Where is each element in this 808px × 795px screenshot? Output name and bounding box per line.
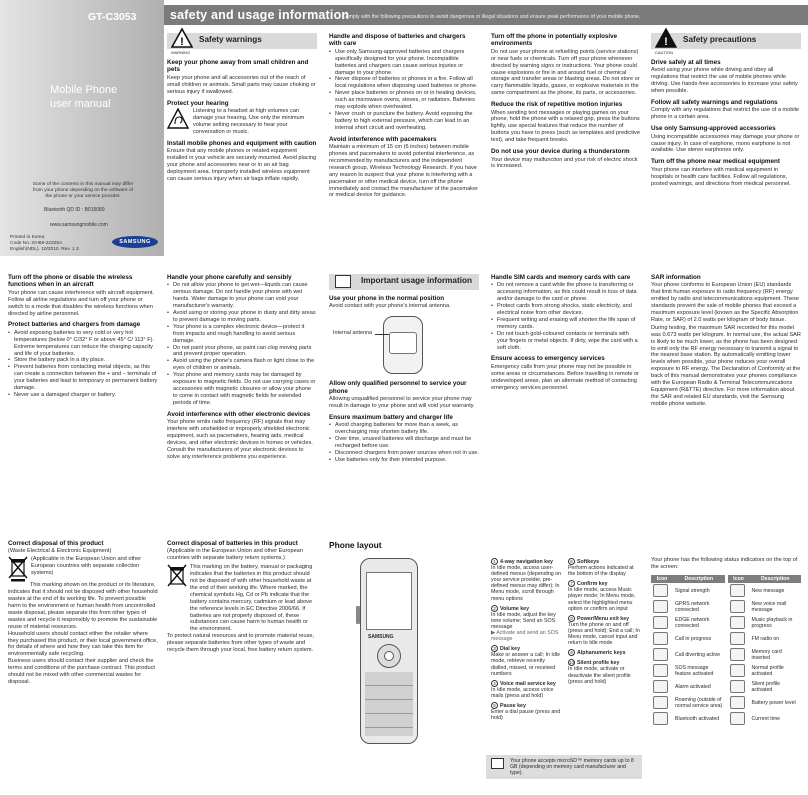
indicator-icon bbox=[730, 616, 745, 629]
key-number: 4 bbox=[491, 680, 498, 687]
status-row bbox=[651, 615, 725, 631]
status-desc: Bluetooth activated bbox=[675, 715, 720, 722]
status-row bbox=[651, 631, 725, 647]
list-item: • Your phone is a complex electronic device—protect it from impacts and rough handling to avoid serious damage. bbox=[167, 324, 317, 345]
c3-heading-2: Reduce the risk of repetitive motion injuries bbox=[491, 101, 623, 109]
r3-column-2 bbox=[167, 540, 317, 654]
status-icon bbox=[651, 631, 673, 647]
status-desc: Memory card inserted bbox=[751, 648, 782, 661]
r3c2-subtitle: (Applicable in the European Union and other European countries with separate battery return systems.) bbox=[167, 548, 303, 562]
cover-intro-1: Some of the contents in this manual may differ bbox=[32, 182, 134, 187]
status-row bbox=[651, 663, 725, 679]
caution-label: CAUTION bbox=[655, 50, 673, 55]
key-desc-10 bbox=[568, 659, 642, 684]
key-number: 9 bbox=[568, 649, 575, 656]
key-title: Pause key bbox=[500, 702, 526, 709]
key-title: 4-way navigation key bbox=[500, 559, 553, 565]
c4-text-3: Using incompatible accessories may damage your phone or cause injury. In case of earphone, mono earphone is not available. Use stereo earphones only. bbox=[651, 133, 800, 154]
key-desc-1 bbox=[491, 558, 563, 602]
r2c1-text-1: Your phone can cause interference with aircraft equipment. Follow all airline regulations and turn off your phone or switch to a mode that disables the wireless functions when directed by airline personnel. bbox=[8, 289, 154, 317]
list-item: • Avoid using the phone's camera flash or light close to the eyes of children or animals. bbox=[167, 358, 317, 372]
list-item: • Never place batteries or phones on or in heating devices, such as microwave ovens, stoves, or radiators. Batteries may explode when overheated. bbox=[329, 90, 479, 111]
status-desc: Music playback in progress bbox=[751, 616, 793, 629]
r2c2-list bbox=[167, 282, 317, 406]
antenna-diagram bbox=[329, 310, 479, 376]
r2c3-list bbox=[329, 422, 479, 463]
key-title: Voice mail service key bbox=[500, 680, 556, 687]
status-desc: Call in progress bbox=[675, 635, 712, 642]
r2c3-text-1: Avoid contact with your phone's internal antenna. bbox=[329, 303, 451, 310]
status-icon bbox=[728, 679, 750, 695]
indicator-icon bbox=[653, 680, 668, 693]
wheelie-bin-icon bbox=[8, 556, 28, 582]
cover-intro bbox=[8, 182, 158, 200]
list-item: • Never crush or puncture the battery. Avoid exposing the battery to high external pressure, which can lead to an internal short circuit and overheating. bbox=[329, 111, 479, 132]
indicator-icon bbox=[653, 600, 668, 613]
r2c2-heading-2: Avoid interference with other electronic devices bbox=[167, 410, 311, 418]
r2c2-text-2: Your phone emits radio frequency (RF) signals that may interfere with unshielded or improperly shielded electronic equipment, such as pacemakers, hearing aids, medical devices, and other electronic devices in homes or vehicles. Consult the manufacturers of your electronic devices to solve any interference problems you experience. bbox=[167, 419, 313, 460]
key-number: 7 bbox=[568, 580, 575, 587]
list-item: • Avoid charging batteries for more than a week, as overcharging may shorten battery life. bbox=[329, 422, 479, 436]
antenna-area bbox=[389, 332, 417, 354]
cover-model: GT-C3053 bbox=[88, 11, 137, 23]
status-icon bbox=[651, 711, 673, 727]
cover-print-2: Code No.:GH68-22326A bbox=[10, 240, 63, 246]
warnings-column bbox=[167, 33, 317, 183]
list-item: • Store the battery pack in a dry place. bbox=[8, 357, 158, 364]
r2-column-4 bbox=[491, 274, 641, 392]
cover-print bbox=[10, 235, 79, 252]
r2c3-heading-3: Ensure maximum battery and charger life bbox=[329, 413, 453, 421]
c3-heading-1: Turn off the phone in potentially explosive environments bbox=[491, 33, 618, 48]
r3c1-subtitle: (Waste Electrical & Electronic Equipment) bbox=[8, 548, 112, 555]
list-item: • Use only Samsung-approved batteries and chargers specifically designed for your phone. Incompatible batteries and chargers can cause serious injuries or damage to your phone. bbox=[329, 49, 479, 77]
status-row bbox=[728, 679, 802, 695]
status-table-right bbox=[728, 575, 802, 727]
c2-text-2: Maintain a minimum of 15 cm (6 inches) between mobile phones and pacemakers to avoid potential interference, as recommended by manufacturers and the independent research group, Wireless Technology Research. If you have any reason to suspect that your phone is interfering with a pacemaker or other medical device, turn off the phone immediately and contact the manufacturer of the pacemaker or medical device for guidance. bbox=[329, 144, 478, 199]
status-desc: SOS message feature activated bbox=[675, 664, 714, 677]
important-usage-title: Important usage information bbox=[361, 276, 472, 285]
status-icon bbox=[651, 647, 673, 663]
r3c1-heading: Correct disposal of this product bbox=[8, 540, 104, 547]
key-title: Confirm key bbox=[577, 581, 608, 588]
status-desc: Battery power level bbox=[751, 699, 796, 706]
confirm-key bbox=[384, 651, 394, 661]
key-number: 8 bbox=[568, 615, 575, 622]
banner-subtitle: Comply with the following precautions to avoid dangerous or illegal situations and ensure peak performance of your mobile phone. bbox=[342, 14, 641, 20]
caution-icon bbox=[655, 27, 677, 49]
status-row bbox=[651, 599, 725, 615]
cover-bt-id: Bluetooth QD ID : B015089 bbox=[44, 207, 105, 213]
status-icon bbox=[728, 647, 750, 663]
status-row bbox=[651, 711, 725, 727]
status-left-body bbox=[651, 583, 725, 727]
r3c2-text-2: To protect natural resources and to promote material reuse, please separate batteries from other types of waste and recycle them through your local, free battery return system. bbox=[167, 633, 315, 654]
indicator-icon bbox=[653, 632, 668, 645]
r2c4-heading-1: Handle SIM cards and memory cards with care bbox=[491, 274, 631, 281]
c3-text-1: Do not use your phone at refuelling points (service stations) or near fuels or chemicals. Turn off your phone whenever directed by warning signs or instructions. Your phone could cause explosions or fire in and around fuel or chemical storage and transfer areas or blasting areas. Do not store or carry flammable liquids, gases, or explosive materials in the same compartment as the phone, its parts, or accessories. bbox=[491, 48, 640, 97]
status-row bbox=[728, 663, 802, 679]
indicator-icon bbox=[653, 696, 668, 709]
important-usage-header bbox=[329, 274, 479, 290]
volume-key bbox=[356, 606, 360, 624]
indicator-icon bbox=[653, 584, 668, 597]
list-item: • Frequent writing and erasing will shorten the life span of memory cards. bbox=[491, 317, 641, 331]
list-item: • Prevent batteries from contacting metal objects, as this can create a connection between the + and – terminals of your batteries and lead to temporary or permanent battery damage. bbox=[8, 364, 158, 392]
r2-column-1 bbox=[8, 274, 158, 399]
key-title: Softkeys bbox=[577, 559, 600, 565]
warning-label: WARNING bbox=[171, 50, 191, 55]
r2c4-list bbox=[491, 282, 641, 351]
status-desc: Normal profile activated bbox=[751, 664, 784, 677]
svg-text:!: ! bbox=[180, 36, 184, 48]
r2c4-heading-2: Ensure access to emergency services bbox=[491, 355, 605, 363]
c3-heading-3: Do not use your device during a thunderstorm bbox=[491, 148, 630, 156]
info-icon bbox=[335, 275, 351, 288]
phone-figure bbox=[360, 558, 418, 744]
list-item: • Never use a damaged charger or battery. bbox=[8, 392, 158, 399]
key-desc-2 bbox=[491, 605, 563, 643]
r2c1-list bbox=[8, 330, 158, 399]
c2-list-1 bbox=[329, 49, 479, 132]
status-row bbox=[728, 695, 802, 711]
indicator-icon bbox=[653, 616, 668, 629]
status-desc: Call diverting active bbox=[675, 651, 720, 658]
status-desc: Alarm activated bbox=[675, 683, 711, 690]
c1-heading-1: Keep your phone away from small children and pets bbox=[167, 59, 309, 74]
list-item: • Never dispose of batteries or phones in a fire. Follow all local regulations when disposing used batteries or phone. bbox=[329, 76, 479, 90]
c4-heading-1: Drive safely at all times bbox=[651, 59, 721, 66]
col-icon-header: Icon bbox=[728, 575, 750, 583]
c1-heading-2: Protect your hearing bbox=[167, 99, 229, 107]
safety-warnings-header bbox=[167, 33, 317, 49]
key-desc-6 bbox=[568, 558, 642, 577]
key-number: 10 bbox=[569, 660, 575, 666]
status-desc: New voice mail message bbox=[751, 600, 787, 613]
samsung-logo bbox=[112, 236, 158, 248]
cover-title-2: user manual bbox=[50, 98, 111, 110]
r2c4-text-2: Emergency calls from your phone may not be possible in some areas or circumstances. Before travelling in remote or undeveloped areas, plan an alternate method of contacting emergency services personnel. bbox=[491, 363, 639, 391]
status-icon bbox=[651, 583, 673, 599]
key-desc: Turn the phone on and off (press and hold); End a call; In Menu mode, cancel input and return to Idle mode bbox=[568, 621, 640, 647]
status-icon bbox=[651, 663, 673, 679]
list-item: • Avoid exposing batteries to very cold or very hot temperatures (below 0° C/32° F or above 45° C/ 113° F). Extreme temperatures can reduce the charging capacity and life of your batteries. bbox=[8, 330, 158, 358]
indicator-icon bbox=[653, 648, 668, 661]
c4-text-2: Comply with any regulations that restrict the use of a mobile phone in a certain area. bbox=[651, 107, 799, 121]
status-row bbox=[651, 647, 725, 663]
status-icon bbox=[728, 631, 750, 647]
indicator-icon bbox=[730, 712, 745, 725]
sar-column bbox=[651, 274, 801, 408]
batteries-column bbox=[329, 33, 479, 199]
sar-heading: SAR information bbox=[651, 274, 701, 281]
key-number: 2 bbox=[491, 605, 498, 612]
status-row bbox=[651, 679, 725, 695]
r2-column-2 bbox=[167, 274, 317, 461]
warning-icon bbox=[171, 27, 193, 49]
keypad bbox=[365, 672, 413, 736]
svg-text:!: ! bbox=[664, 36, 668, 48]
sar-text-2: During testing, the maximum SAR recorded for this model was 0.673 watts per kilogram. In normal use, the actual SAR is likely to be much lower, as the phone has been designed to emit only the RF energy necessary to transmit a signal to the nearest base station. By automatically emitting lower levels when possible, your phone reduces your overall exposure to RF energy. The Declaration of Conformity at the back of this manual demonstrates your phones compliance with the European Radio & Terminal Telecommunications Equipment (R&TTE) directive. For more information about the SAR and related EU standards, visit the Samsung mobile phone website. bbox=[651, 324, 801, 407]
r3c1-text-4: Business users should contact their supplier and check the terms and conditions of the purchase contract. This product should not be mixed with other commercial wastes for disposal. bbox=[8, 658, 155, 685]
status-intro: Your phone has the following status indicators on the top of the screen: bbox=[651, 557, 798, 570]
c4-heading-3: Use only Samsung-approved accessories bbox=[651, 125, 776, 133]
list-item: • Over time, unused batteries will discharge and must be recharged before use. bbox=[329, 436, 479, 450]
phone-screen bbox=[366, 572, 412, 630]
key-desc-3 bbox=[491, 645, 563, 676]
key-title: Silent profile key bbox=[577, 660, 620, 667]
status-icon bbox=[728, 583, 750, 599]
key-desc-7 bbox=[568, 580, 642, 611]
memory-card-note bbox=[486, 755, 642, 779]
r3c1-text-3: Household users should contact either the retailer where they purchased this product, or their local government office, for details of where and how they can take this item for environmentally safe recycling. bbox=[8, 630, 158, 658]
r3-column-1 bbox=[8, 540, 158, 686]
status-row bbox=[728, 647, 802, 663]
status-right-body bbox=[728, 583, 802, 727]
hearing-warning-icon bbox=[167, 108, 189, 130]
sar-text-1: Your phone conforms to European Union (EU) standards that limit human exposure to radio frequency (RF) energy emitted by radio and telecommunications equipment. These standards prevent the sale of mobile phones that exceed a maximum exposure level (known as the Specific Absorption Rate, or SAR) of 2.0 watts per kilogram of body tissue. bbox=[651, 282, 799, 323]
r2c1-heading-1: Turn off the phone or disable the wireless functions when in an aircraft bbox=[8, 274, 133, 289]
status-icon bbox=[728, 695, 750, 711]
c3-text-2: When sending text messages or playing games on your phone, hold the phone with a relaxed grip, press the buttons lightly, use special features that reduce the number of buttons you have to press (such as templates and predictive text), and take frequent breaks. bbox=[491, 109, 640, 144]
cover-title-1: Mobile Phone bbox=[50, 84, 118, 96]
key-desc: Make or answer a call; In Idle mode, retrieve recently dialled, missed, or received numbers bbox=[491, 652, 560, 677]
list-item: • Use batteries only for their intended purpose. bbox=[329, 457, 479, 464]
r3c1-text-2: This marking shown on the product or its literature, indicates that it should not be disposed with other household wastes at the end of its working life. To prevent possible harm to the environment or human health from uncontrolled waste disposal, please separate this from other types of wastes and recycle it responsibly to promote the sustainable reuse of material resources. bbox=[8, 582, 158, 630]
cover-intro-2: from your phone depending on the software of bbox=[32, 188, 134, 193]
c1-text-3: Ensure that any mobile phones or related equipment installed in your vehicle are securely mounted. Avoid placing your phone and accessories near or in an air bag deployment area. Improperly installed wireless equipment can cause serious injury when air bags inflate rapidly. bbox=[167, 147, 317, 182]
status-icon bbox=[651, 599, 673, 615]
list-item: • Do not touch gold-coloured contacts or terminals with your fingers or metal objects. If dirty, wipe the card with a soft cloth. bbox=[491, 331, 641, 352]
antenna-label: Internal antenna bbox=[333, 330, 372, 337]
r2c1-heading-2: Protect batteries and chargers from damage bbox=[8, 321, 141, 329]
status-icon bbox=[651, 615, 673, 631]
cover-print-3: English(NDL). 10/2010. Rev. 1.3 bbox=[10, 246, 79, 252]
list-item: • Do not remove a card while the phone is transferring or accessing information, as this could result in loss of data and/or damage to the card or phone. bbox=[491, 282, 641, 303]
key-desc: In Idle mode, access user-defined menus (depending on your service provider, pre-defined menus may differ); In Menu mode, scroll through menu options bbox=[491, 565, 562, 602]
status-row bbox=[728, 583, 802, 599]
c4-text-4: Your phone can interfere with medical equipment in hospitals or health care facilities. Follow all regulations, posted warnings, and directions from medical personnel. bbox=[651, 166, 791, 187]
keys-left-column bbox=[491, 558, 563, 721]
key-number: 3 bbox=[491, 645, 498, 652]
c1-text-2: Listening to a headset at high volumes can damage your hearing. Use only the minimum volume setting necessary to hear your conversation or music. bbox=[193, 107, 305, 135]
r2c2-heading-1: Handle your phone carefully and sensibly bbox=[167, 274, 292, 281]
key-number: 6 bbox=[568, 558, 575, 565]
status-desc: Current time bbox=[751, 715, 781, 722]
status-row bbox=[728, 631, 802, 647]
antenna-pointer bbox=[375, 334, 389, 335]
indicator-icon bbox=[730, 696, 745, 709]
note-icon bbox=[491, 758, 504, 769]
status-table-left bbox=[651, 575, 725, 727]
c4-heading-4: Turn off the phone near medical equipment bbox=[651, 158, 780, 166]
indicator-icon bbox=[730, 680, 745, 693]
key-desc-5 bbox=[491, 702, 563, 721]
key-desc: ▶ Activate and send an SOS message bbox=[491, 630, 559, 643]
status-icon bbox=[728, 615, 750, 631]
samsung-logo-text: SAMSUNG bbox=[119, 239, 151, 245]
status-icon bbox=[728, 663, 750, 679]
col-icon-header: Icon bbox=[651, 575, 673, 583]
r2-column-3 bbox=[329, 274, 479, 464]
key-desc-8 bbox=[568, 615, 642, 646]
r2c3-text-2: Allowing unqualified personnel to service your phone may result in damage to your phone and will void your warranty. bbox=[329, 396, 475, 410]
key-desc-9 bbox=[568, 649, 642, 656]
r2c3-heading-1: Use your phone in the normal position bbox=[329, 295, 445, 302]
battery-bin-icon bbox=[167, 564, 187, 590]
key-desc-4 bbox=[491, 680, 563, 699]
col-desc-header: Description bbox=[673, 575, 725, 583]
indicator-icon bbox=[730, 664, 745, 677]
status-row bbox=[728, 711, 802, 727]
banner-title: safety and usage information bbox=[170, 8, 350, 22]
c4-heading-2: Follow all safety warnings and regulations bbox=[651, 99, 778, 107]
key-desc: In Idle mode, adjust the key tone volume; Send an SOS message bbox=[491, 611, 556, 630]
status-indicators bbox=[651, 557, 801, 727]
indicator-icon bbox=[653, 712, 668, 725]
safety-precautions-header bbox=[651, 33, 801, 49]
indicator-icon bbox=[730, 632, 745, 645]
r2c3-heading-2: Allow only qualified personnel to service your phone bbox=[329, 380, 467, 395]
cover-web: www.samsungmobile.com bbox=[50, 222, 108, 228]
status-desc: EDGE network connected bbox=[675, 616, 710, 629]
list-item: • Protect cards from strong shocks, static electricity, and electrical noise from other devices. bbox=[491, 303, 641, 317]
status-desc: Roaming (outside of normal service area) bbox=[675, 696, 723, 709]
c4-text-1: Avoid using your phone while driving and obey all regulations that restrict the use of mobile phones while driving. Use hands-free accessories to increase your safety when possible. bbox=[651, 67, 798, 95]
status-row bbox=[651, 583, 725, 599]
key-title: Dial key bbox=[500, 646, 521, 653]
status-row bbox=[651, 695, 725, 711]
memory-card-note-text: Your phone accepts microSD™ memory cards up to 8 GB (depending on memory card manufacturer and type). bbox=[510, 758, 634, 776]
list-item: • Do not allow your phone to get wet—liquids can cause serious damage. Do not handle your phone with wet hands. Water damage to your phone can void your manufacturer's warranty. bbox=[167, 282, 317, 310]
status-icon bbox=[651, 695, 673, 711]
key-title: Volume key bbox=[500, 605, 530, 612]
indicator-icon bbox=[730, 600, 745, 613]
key-desc: In Idle mode, access voice mails (press and hold) bbox=[491, 686, 554, 699]
key-desc: In Idle mode, access Music player mode; In Menu mode, select the highlighted menu option or confirm an input bbox=[568, 587, 636, 612]
phone-layout-title: Phone layout bbox=[329, 540, 382, 550]
status-desc: Signal strength bbox=[675, 587, 710, 594]
status-icon bbox=[728, 711, 750, 727]
status-desc: GPRS network connected bbox=[675, 600, 710, 613]
status-row bbox=[728, 615, 802, 631]
status-desc: New message bbox=[751, 587, 785, 594]
status-row bbox=[728, 599, 802, 615]
indicator-icon bbox=[730, 584, 745, 597]
key-title: Alphanumeric keys bbox=[577, 650, 626, 657]
cover-intro-3: the phone or your service provider. bbox=[45, 194, 121, 199]
indicator-icon bbox=[730, 648, 745, 661]
key-desc: Enter a dial pause (press and hold) bbox=[491, 709, 561, 722]
c1-heading-3: Install mobile phones and equipment with caution bbox=[167, 139, 317, 147]
list-item: • Avoid using or storing your phone in dusty and dirty areas to prevent damage to moving parts. bbox=[167, 310, 317, 324]
keys-right-column bbox=[568, 558, 642, 685]
r3c2-heading: Correct disposal of batteries in this product bbox=[167, 540, 298, 547]
cover-print-1: Printed in Korea bbox=[10, 235, 45, 240]
phone-brand: SAMSUNG bbox=[368, 634, 394, 640]
list-item: • Disconnect chargers from power sources when not in use. bbox=[329, 450, 479, 457]
col-desc-header: Description bbox=[750, 575, 802, 583]
safety-precautions-title: Safety precautions bbox=[683, 35, 757, 44]
list-item: • Your phone and memory cards may be damaged by exposure to magnetic fields. Do not use carrying cases or accessories with magnetic closures or allow your phone to come in contact with magnetic fields for extended periods of time. bbox=[167, 372, 317, 407]
key-number: 5 bbox=[491, 702, 498, 709]
key-title: Power/Menu exit key bbox=[577, 615, 630, 622]
r3c1-text-1: (Applicable in the European Union and other European countries with separate collection systems) bbox=[31, 556, 142, 577]
key-number: 1 bbox=[491, 558, 498, 565]
cover-panel bbox=[0, 0, 164, 256]
precautions-column bbox=[651, 33, 801, 188]
key-desc: In Idle mode, activate or deactivate the silent profile (press and hold) bbox=[568, 666, 631, 685]
status-desc: Silent profile activated bbox=[751, 680, 781, 693]
explosive-column bbox=[491, 33, 641, 170]
safety-warnings-title: Safety warnings bbox=[199, 35, 262, 44]
status-icon bbox=[651, 679, 673, 695]
key-desc: Perform actions indicated at the bottom of the display bbox=[568, 565, 634, 578]
status-icon bbox=[728, 599, 750, 615]
status-desc: FM radio on bbox=[751, 635, 780, 642]
c2-heading-1: Handle and dispose of batteries and chargers with care bbox=[329, 33, 466, 48]
c3-text-3: Your device may malfunction and your risk of electric shock is increased. bbox=[491, 156, 638, 170]
list-item: • Do not paint your phone, as paint can clog moving parts and prevent proper operation. bbox=[167, 345, 317, 359]
c2-heading-2: Avoid interference with pacemakers bbox=[329, 135, 437, 143]
indicator-icon bbox=[653, 664, 668, 677]
c1-text-1: Keep your phone and all accessories out of the reach of small children or animals. Small parts may cause choking or serious injury if swallowed. bbox=[167, 74, 316, 95]
r3c2-text-1: This marking on the battery, manual or packaging indicates that the batteries in this product should not be disposed of with other household waste at the end of their working life. Where marked, the chemical symbols Hg, Cd or Pb indicate that the battery contains mercury, cadmium or lead above the reference levels in EC Directive 2006/66. If batteries are not properly disposed of, these substances can cause harm to human health or the environment. bbox=[190, 564, 313, 633]
